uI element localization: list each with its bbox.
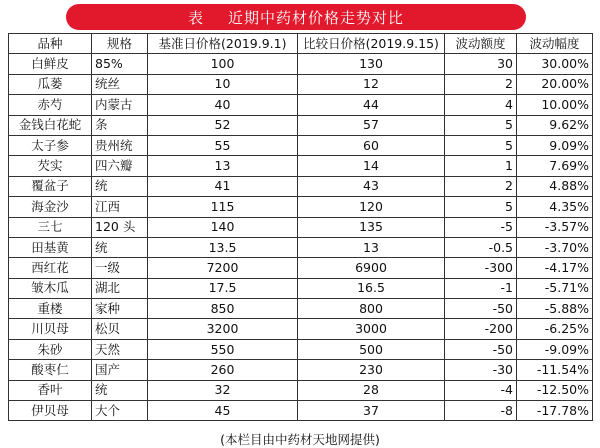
variety-cell: 覆盆子 — [9, 176, 92, 196]
table-row — [9, 278, 593, 298]
variety-cell: 酸枣仁 — [9, 360, 92, 380]
compare-price-cell: 57 — [298, 115, 445, 135]
compare-price-cell: 28 — [298, 380, 445, 400]
variety-cell: 田基黄 — [9, 237, 92, 257]
change-percent-cell: -4.17% — [517, 258, 593, 278]
change-amount-cell: -0.5 — [445, 237, 517, 257]
table-row — [9, 237, 593, 257]
spec-cell: 统 — [92, 237, 148, 257]
base-price-cell: 140 — [148, 217, 298, 237]
change-percent-cell: -3.70% — [517, 237, 593, 257]
header-spec: 规格 — [92, 34, 148, 54]
variety-cell: 西红花 — [9, 258, 92, 278]
table-row — [9, 258, 593, 278]
compare-price-cell: 135 — [298, 217, 445, 237]
base-price-cell: 45 — [148, 401, 298, 421]
spec-cell: 江西 — [92, 197, 148, 217]
spec-cell: 统 — [92, 380, 148, 400]
table-title: 近期中药材价格走势对比 — [228, 8, 405, 27]
compare-price-cell: 37 — [298, 401, 445, 421]
change-amount-cell: -50 — [445, 339, 517, 359]
spec-cell: 120 头 — [92, 217, 148, 237]
variety-cell: 三七 — [9, 217, 92, 237]
base-price-cell: 10 — [148, 74, 298, 94]
compare-price-cell: 60 — [298, 135, 445, 155]
base-price-cell: 17.5 — [148, 278, 298, 298]
header-base-price: 基准日价格(2019.9.1) — [148, 34, 298, 54]
table-row — [9, 319, 593, 339]
table-row — [9, 176, 593, 196]
change-amount-cell: 4 — [445, 95, 517, 115]
spec-cell: 内蒙古 — [92, 95, 148, 115]
variety-cell: 白鲜皮 — [9, 54, 92, 74]
header-change-amount: 波动额度 — [445, 34, 517, 54]
table-row — [9, 95, 593, 115]
compare-price-cell: 130 — [298, 54, 445, 74]
source-note: (本栏目由中药材天地网提供) — [220, 432, 380, 447]
change-amount-cell: -4 — [445, 380, 517, 400]
base-price-cell: 850 — [148, 299, 298, 319]
compare-price-cell: 120 — [298, 197, 445, 217]
compare-price-cell: 14 — [298, 156, 445, 176]
variety-cell: 香叶 — [9, 380, 92, 400]
table-row — [9, 360, 593, 380]
table-header-row — [9, 34, 593, 54]
change-percent-cell: 9.62% — [517, 115, 593, 135]
change-amount-cell: -200 — [445, 319, 517, 339]
spec-cell: 湖北 — [92, 278, 148, 298]
table-row — [9, 115, 593, 135]
variety-cell: 朱砂 — [9, 339, 92, 359]
table-row — [9, 401, 593, 421]
change-amount-cell: -30 — [445, 360, 517, 380]
variety-cell: 皱木瓜 — [9, 278, 92, 298]
spec-cell: 统 — [92, 176, 148, 196]
change-amount-cell: 5 — [445, 197, 517, 217]
spec-cell: 一级 — [92, 258, 148, 278]
change-percent-cell: -11.54% — [517, 360, 593, 380]
table-row — [9, 197, 593, 217]
change-percent-cell: 10.00% — [517, 95, 593, 115]
compare-price-cell: 230 — [298, 360, 445, 380]
variety-cell: 芡实 — [9, 156, 92, 176]
change-amount-cell: -8 — [445, 401, 517, 421]
change-percent-cell: -5.88% — [517, 299, 593, 319]
compare-price-cell: 43 — [298, 176, 445, 196]
compare-price-cell: 800 — [298, 299, 445, 319]
table-row — [9, 74, 593, 94]
change-amount-cell: 2 — [445, 176, 517, 196]
change-amount-cell: -300 — [445, 258, 517, 278]
change-amount-cell: -1 — [445, 278, 517, 298]
change-amount-cell: 2 — [445, 74, 517, 94]
change-percent-cell: 30.00% — [517, 54, 593, 74]
spec-cell: 家种 — [92, 299, 148, 319]
header-compare-price: 比较日价格(2019.9.15) — [298, 34, 445, 54]
variety-cell: 重楼 — [9, 299, 92, 319]
price-table — [8, 33, 593, 421]
variety-cell: 金钱白花蛇 — [9, 115, 92, 135]
spec-cell: 贵州统 — [92, 135, 148, 155]
base-price-cell: 32 — [148, 380, 298, 400]
header-change-percent: 波动幅度 — [517, 34, 593, 54]
base-price-cell: 550 — [148, 339, 298, 359]
table-row — [9, 339, 593, 359]
spec-cell: 85% — [92, 54, 148, 74]
compare-price-cell: 44 — [298, 95, 445, 115]
base-price-cell: 7200 — [148, 258, 298, 278]
change-amount-cell: -5 — [445, 217, 517, 237]
base-price-cell: 52 — [148, 115, 298, 135]
table-row — [9, 217, 593, 237]
change-amount-cell: 1 — [445, 156, 517, 176]
table-title-prefix: 表 — [187, 8, 204, 27]
spec-cell: 大个 — [92, 401, 148, 421]
change-percent-cell: -9.09% — [517, 339, 593, 359]
compare-price-cell: 12 — [298, 74, 445, 94]
change-percent-cell: 20.00% — [517, 74, 593, 94]
change-percent-cell: -3.57% — [517, 217, 593, 237]
table-row — [9, 299, 593, 319]
change-percent-cell: 9.09% — [517, 135, 593, 155]
variety-cell: 海金沙 — [9, 197, 92, 217]
change-amount-cell: -50 — [445, 299, 517, 319]
spec-cell: 四六瓣 — [92, 156, 148, 176]
spec-cell: 国产 — [92, 360, 148, 380]
variety-cell: 太子参 — [9, 135, 92, 155]
table-title-banner — [66, 4, 526, 30]
table-row — [9, 54, 593, 74]
change-percent-cell: -12.50% — [517, 380, 593, 400]
change-percent-cell: 7.69% — [517, 156, 593, 176]
variety-cell: 赤芍 — [9, 95, 92, 115]
variety-cell: 川贝母 — [9, 319, 92, 339]
table-row — [9, 156, 593, 176]
table-row — [9, 380, 593, 400]
base-price-cell: 41 — [148, 176, 298, 196]
change-percent-cell: 4.35% — [517, 197, 593, 217]
spec-cell: 条 — [92, 115, 148, 135]
table-body — [9, 54, 593, 421]
change-percent-cell: -5.71% — [517, 278, 593, 298]
table-row — [9, 135, 593, 155]
change-amount-cell: 30 — [445, 54, 517, 74]
base-price-cell: 115 — [148, 197, 298, 217]
compare-price-cell: 500 — [298, 339, 445, 359]
spec-cell: 天然 — [92, 339, 148, 359]
change-percent-cell: -6.25% — [517, 319, 593, 339]
base-price-cell: 40 — [148, 95, 298, 115]
variety-cell: 瓜蒌 — [9, 74, 92, 94]
spec-cell: 统丝 — [92, 74, 148, 94]
change-percent-cell: 4.88% — [517, 176, 593, 196]
change-percent-cell: -17.78% — [517, 401, 593, 421]
base-price-cell: 260 — [148, 360, 298, 380]
change-amount-cell: 5 — [445, 135, 517, 155]
change-amount-cell: 5 — [445, 115, 517, 135]
compare-price-cell: 3000 — [298, 319, 445, 339]
base-price-cell: 55 — [148, 135, 298, 155]
base-price-cell: 13 — [148, 156, 298, 176]
variety-cell: 伊贝母 — [9, 401, 92, 421]
header-variety: 品种 — [9, 34, 92, 54]
base-price-cell: 100 — [148, 54, 298, 74]
compare-price-cell: 6900 — [298, 258, 445, 278]
compare-price-cell: 13 — [298, 237, 445, 257]
spec-cell: 松贝 — [92, 319, 148, 339]
base-price-cell: 3200 — [148, 319, 298, 339]
compare-price-cell: 16.5 — [298, 278, 445, 298]
base-price-cell: 13.5 — [148, 237, 298, 257]
